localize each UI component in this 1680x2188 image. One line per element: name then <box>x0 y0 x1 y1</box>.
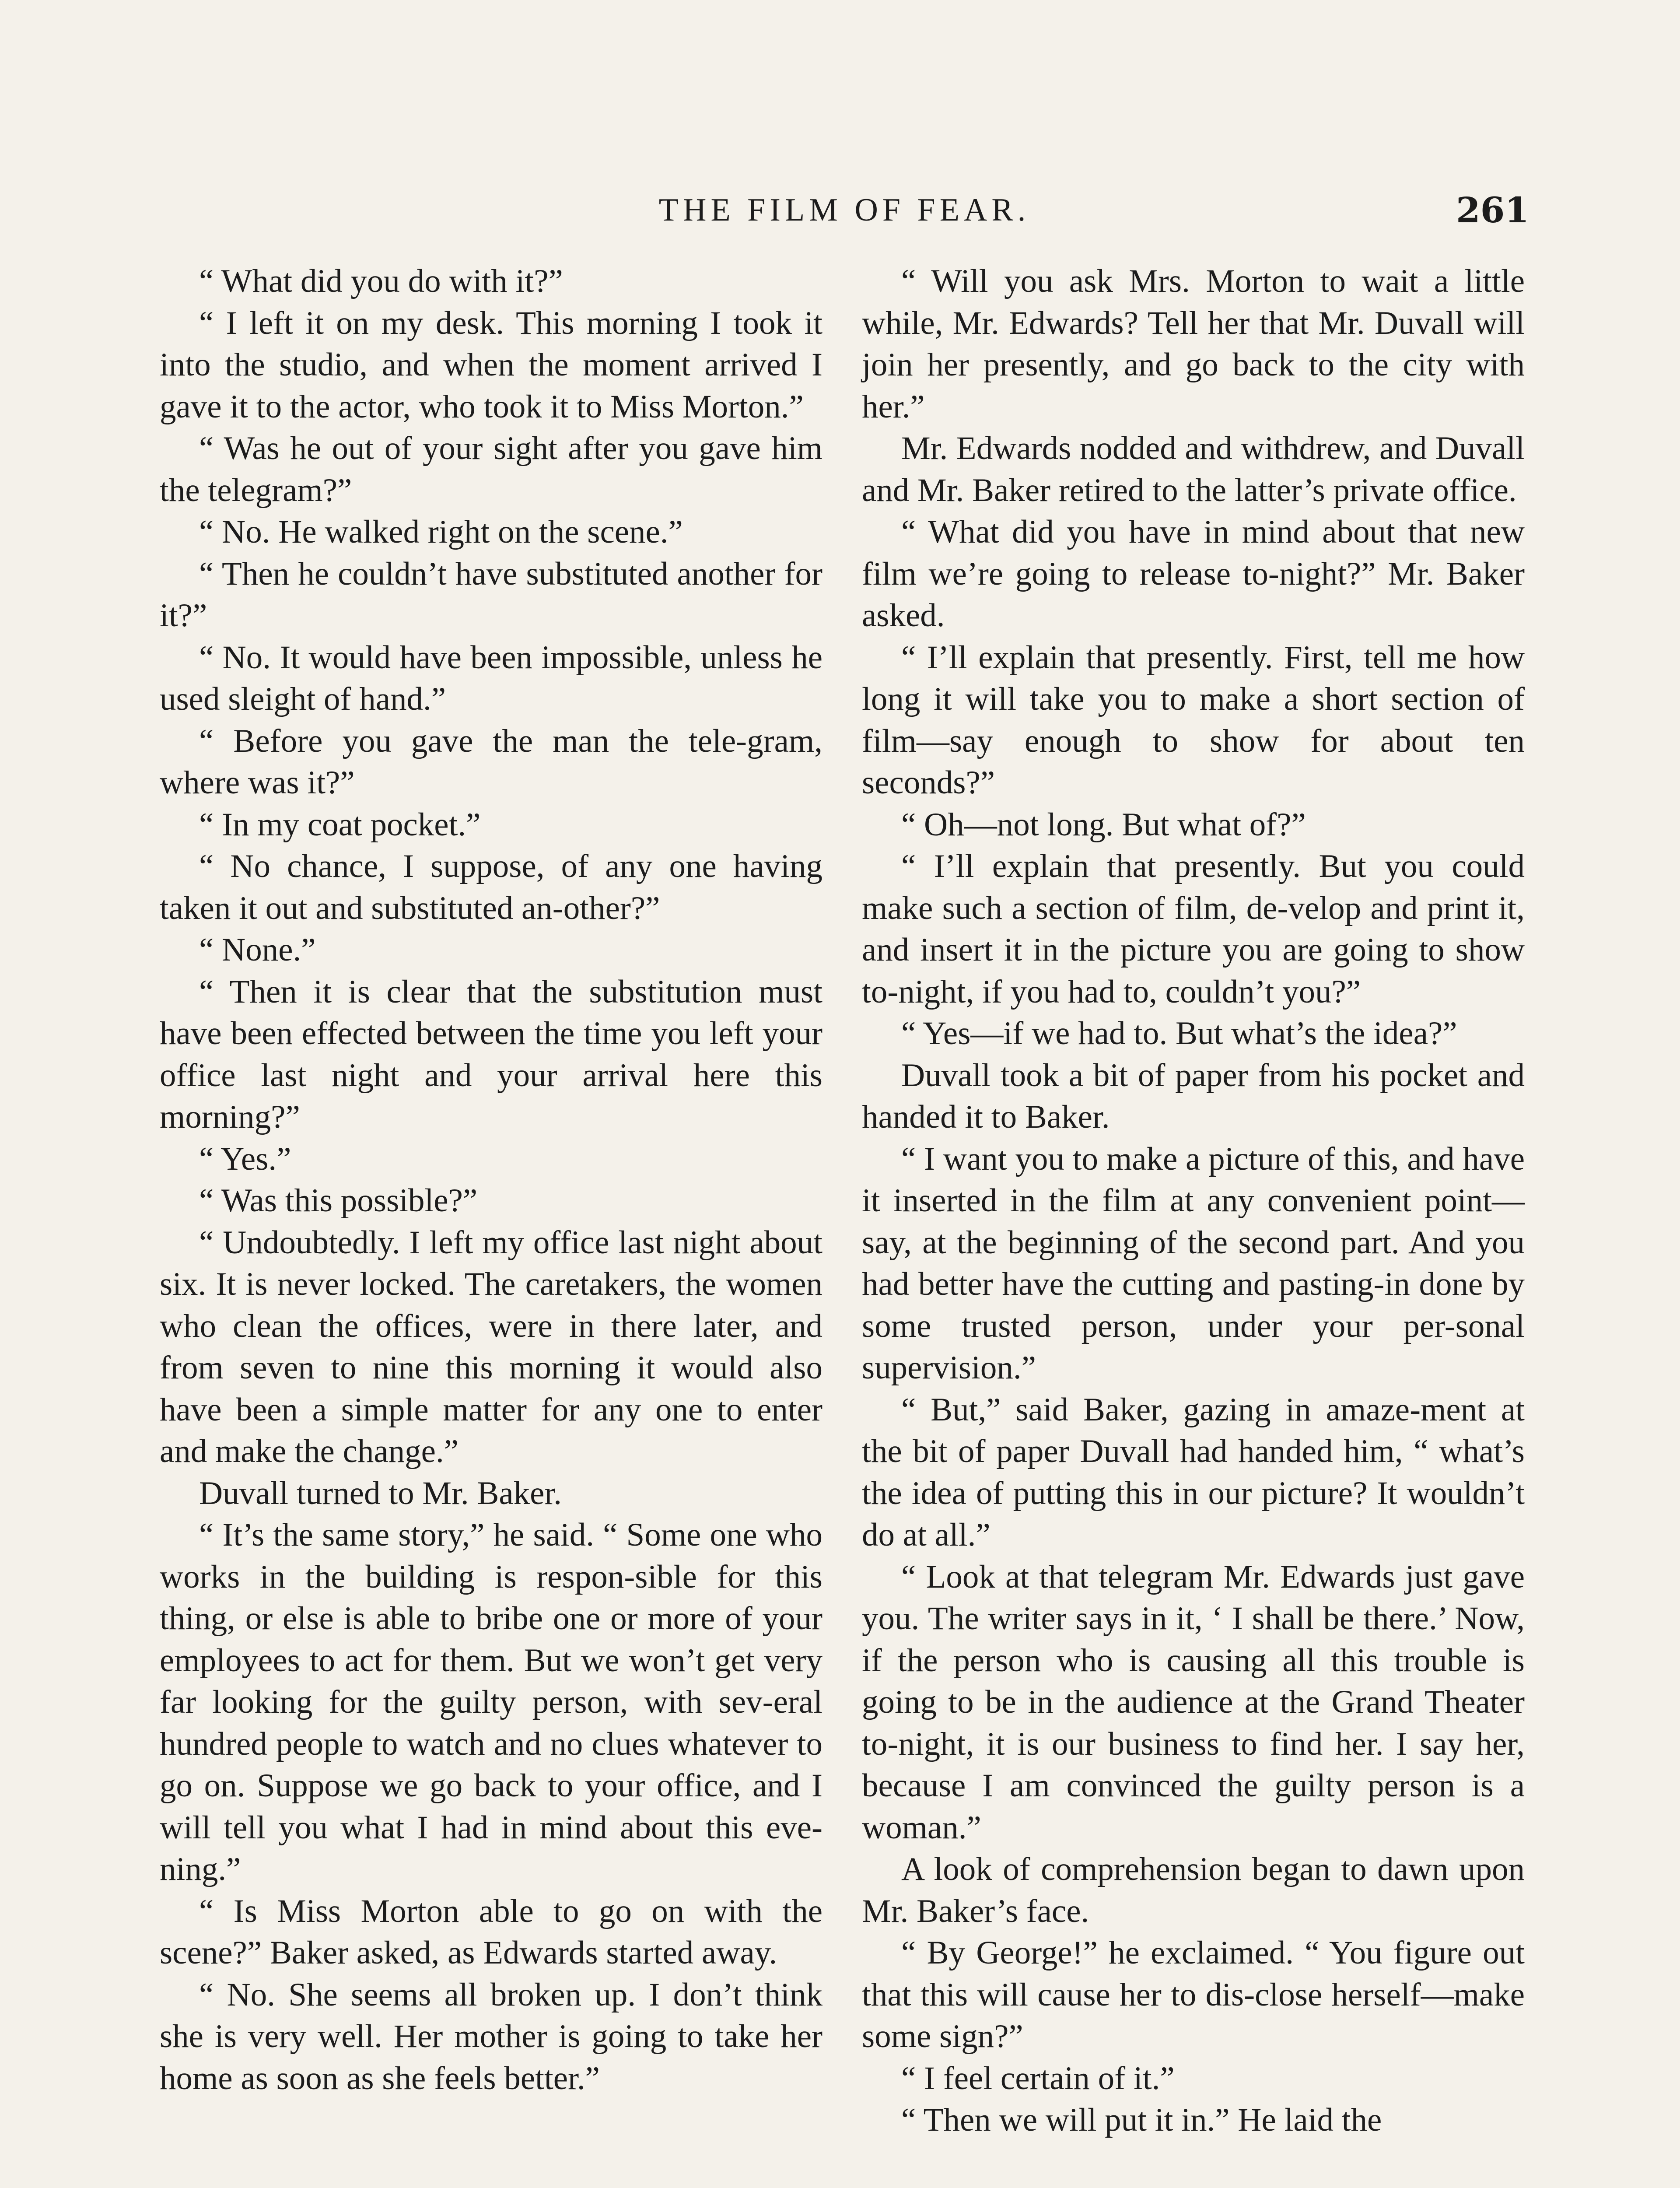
paragraph: “ But,” said Baker, gazing in amaze-ment at the bit of paper Duvall had handed him, “ what’s the idea of putting this in our picture? It wouldn’t do at all.” <box>862 1391 1525 1553</box>
right-column <box>862 260 1525 2141</box>
paragraph: “ Before you gave the man the tele-gram, where was it?” <box>160 722 822 801</box>
paragraph: “ None.” <box>199 932 316 968</box>
paragraph: “ Then we will put it in.” He laid the <box>901 2102 1382 2138</box>
paragraph: “ I’ll explain that presently. But you could make such a section of film, de-velop and print it, and insert it in the picture you are going to show to-night, if you had to, couldn’t you?” <box>862 848 1525 1010</box>
paragraph: “ Undoubtedly. I left my office last night about six. It is never locked. The caretakers, the women who clean the offices, were in there later, and from seven to nine this morning it would also have been a simple matter for any one to enter and make the change.” <box>160 1224 822 1469</box>
paragraph: “ Then it is clear that the substitution must have been effected between the time you left your office last night and your arrival here this morning?” <box>160 973 822 1135</box>
paragraph: “ Yes.” <box>199 1140 291 1177</box>
paragraph: “ Was he out of your sight after you gave him the telegram?” <box>160 430 822 508</box>
paragraph: “ No. He walked right on the scene.” <box>199 514 683 550</box>
paragraph: “ Then he couldn’t have substituted another for it?” <box>160 555 822 634</box>
paragraph: “ I want you to make a picture of this, and have it inserted in the film at any convenient point—say, at the beginning of the second part. And you had better have the cutting and pasting-in done by some trusted person, under your per-sonal supervision.” <box>862 1140 1525 1386</box>
paragraph: A look of comprehension began to dawn upon Mr. Baker’s face. <box>862 1851 1525 1929</box>
paragraph: “ I left it on my desk. This morning I took it into the studio, and when the moment arrived I gave it to the actor, who took it to Miss Morton.” <box>160 305 822 425</box>
paragraph: “ Look at that telegram Mr. Edwards just gave you. The writer says in it, ‘ I shall be there.’ Now, if the person who is causing all this trouble is going to be in the audience at the Grand Theater to-night, it is our business to find her. I say her, because I am convinced the guilty person is a woman.” <box>862 1558 1525 1846</box>
paragraph: “ No chance, I suppose, of any one having taken it out and substituted an-other?” <box>160 848 822 926</box>
paragraph: Duvall took a bit of paper from his pocket and handed it to Baker. <box>862 1057 1525 1135</box>
paragraph: “ It’s the same story,” he said. “ Some one who works in the building is respon-sible for this thing, or else is able to bribe one or more of your employees to act for them. But we won’t get very far looking for the guilty person, with sev-eral hundred people to watch and no clues whatever to go on. Suppose we go back to your office, and I will tell you what I had in mind about this eve-ning.” <box>160 1517 822 1887</box>
paragraph: Mr. Edwards nodded and withdrew, and Duvall and Mr. Baker retired to the latter’s private office. <box>862 430 1525 508</box>
running-title: THE FILM OF FEAR. <box>658 192 1030 228</box>
paragraph: “ I’ll explain that presently. First, tell me how long it will take you to make a short section of film—say enough to show for about ten seconds?” <box>862 639 1525 801</box>
paragraph: “ What did you have in mind about that new film we’re going to release to-night?” Mr. Baker asked. <box>862 514 1525 634</box>
page-header <box>160 186 1529 234</box>
paragraph: “ I feel certain of it.” <box>901 2060 1175 2097</box>
paragraph: “ Is Miss Morton able to go on with the scene?” Baker asked, as Edwards started away. <box>160 1893 822 1971</box>
page-number: 261 <box>1456 189 1529 231</box>
paragraph: “ Yes—if we had to. But what’s the idea?” <box>901 1015 1457 1052</box>
left-column <box>160 260 822 2099</box>
paragraph: “ No. It would have been impossible, unless he used sleight of hand.” <box>160 639 822 717</box>
paragraph: “ No. She seems all broken up. I don’t think she is very well. Her mother is going to take her home as soon as she feels better.” <box>160 1976 822 2097</box>
paragraph: “ Will you ask Mrs. Morton to wait a little while, Mr. Edwards? Tell her that Mr. Duvall will join her presently, and go back to the city with her.” <box>862 263 1525 425</box>
paragraph: “ What did you do with it?” <box>199 263 563 299</box>
paragraph: “ By George!” he exclaimed. “ You figure out that this will cause her to dis-close herself—make some sign?” <box>862 1935 1525 2055</box>
paragraph: “ Oh—not long. But what of?” <box>901 806 1306 843</box>
paragraph: “ In my coat pocket.” <box>199 806 481 843</box>
paragraph: “ Was this possible?” <box>199 1182 478 1219</box>
paragraph: Duvall turned to Mr. Baker. <box>199 1475 562 1511</box>
